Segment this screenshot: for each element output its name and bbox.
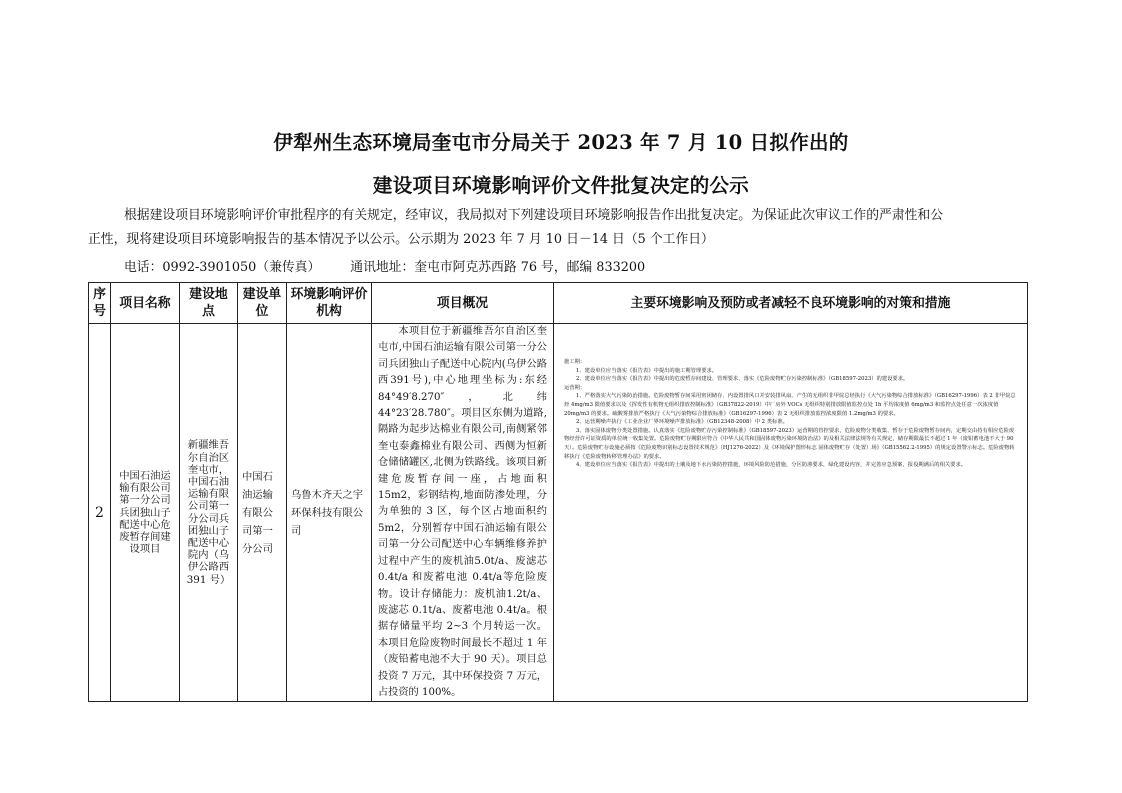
document-title-line1: 伊犁州生态环境局奎屯市分局关于 2023 年 7 月 10 日拟作出的 bbox=[273, 131, 849, 154]
contact-phone: 电话：0992-3901050（兼传真） bbox=[124, 260, 321, 275]
cell-no: 2 bbox=[89, 324, 111, 702]
cell-location: 新疆维吾尔自治区奎屯市，中国石油运输有限公司第一分公司兵团独山子配送中心院内（乌伊公路西391 号） bbox=[180, 324, 238, 702]
header-no: 序号 bbox=[89, 283, 111, 324]
cell-unit: 中国石油运输有限公司第一分公司 bbox=[238, 324, 287, 702]
document-title-line2: 建设项目环境影响评价文件批复决定的公示 bbox=[372, 174, 750, 197]
header-unit: 建设单位 bbox=[238, 283, 287, 324]
intro-paragraph-line1: 根据建设项目环境影响评价审批程序的有关规定，经审议，我局拟对下列建设项目环境影响报告作出批复决定。为保证此次审议工作的严肃性和公 bbox=[124, 208, 943, 223]
contact-address: 通讯地址：奎屯市阿克苏西路 76 号，邮编 833200 bbox=[350, 260, 646, 275]
cell-measures bbox=[554, 324, 1028, 702]
measures-line: 3、落实固体废物分类处置措施。认真落实《危险废物贮存污染控制标准》（GB18597-2023）运营期的管控要求，危险废物分类收集、暂存于危险废物暂存间内，定期交由持有相应危险废物经营许可证资质的单位统一收集处置。危险废物贮存期限应符合《中华人民共和国固体废物污染环境防治法》的及相关法律法规等有关规定，储存期限最长不超过 1 年（废铅蓄电池不大于 90 天）。危险废物贮存设施必须按《危险废物识别标志设置技术规范》（HJ1276-2022）及《环境保护图形标志 固体废物贮存（处置）场》（GB15562.2-1995）的规定设置警示标志。危险废物转移执行《危险废物转移管理办法》的要求。 bbox=[564, 427, 1015, 460]
project-table bbox=[88, 282, 1028, 702]
table-header-row bbox=[89, 283, 1028, 324]
header-name: 项目名称 bbox=[111, 283, 180, 324]
measures-line: 2、运营期噪声执行《工业企业厂界环境噪声排放标准》（GB12348-2008）中 2 类标准。 bbox=[576, 419, 788, 426]
overview-text: 本项目位于新疆维吾尔自治区奎屯市,中国石油运输有限公司第一分公司兵团独山子配送中心院内(乌伊公路西391号),中心地理坐标为:东经 84°49′8.270″，北纬 44°23′28.780″。项目区东侧为道路,隔路为起步达棉业有限公司,南侧紧邻奎屯泰鑫棉业有限公司、西侧为恒新仓储储罐区,北侧为铁路线。该项目新建危废暂存间一座，占地面积 15m2，彩钢结构,地面防渗处理，分为单独的 3 区，每个区占地面积约 5m2，分别暂存中国石油运输有限公司第一分公司配送中心车辆维修养护过程中产生的废机油5.0t/a、废滤芯 0.4t/a 和废蓄电池 0.4t/a等危险废物。设计存储能力：废机油1.2t/a、废滤芯 0.1t/a、废蓄电池 0.4t/a。根据存储量平均 2~3 个月转运一次。本项目危险废物时间最长不超过 1 年（废铅蓄电池不大于 90 天）。项目总投资 7 万元，其中环保投资 7 万元，占投资的 100%。 bbox=[378, 326, 547, 698]
header-eia-org: 环境影响评价机构 bbox=[287, 283, 372, 324]
contact-info bbox=[124, 256, 645, 275]
header-location: 建设地点 bbox=[180, 283, 238, 324]
measures-line: 1、建设单位应当落实《报告表》中提出的施工期管理要求。 bbox=[576, 367, 718, 374]
cell-overview bbox=[372, 324, 554, 702]
measures-text bbox=[564, 324, 1019, 470]
header-measures: 主要环境影响及预防或者减轻不良环境影响的对策和措施 bbox=[554, 283, 1028, 324]
measures-line: 施工期： bbox=[564, 359, 586, 365]
measures-line: 4、建设单位应当落实《报告表》中提出的土壤及地下水污染防控措施，环境风险防范措施，分区防渗要求，绿化建设内容，并完善应急预案，报役期满后的相关要求。 bbox=[576, 462, 967, 469]
cell-eia-org: 乌鲁木齐天之宇环保科技有限公司 bbox=[287, 324, 372, 702]
measures-line: 运营期： bbox=[564, 384, 586, 391]
cell-project-name: 中国石油运输有限公司第一分公司兵团独山子配送中心危废暂存间建设项目 bbox=[111, 324, 180, 702]
measures-line: 2、建设单位应当落实《报告表》中提出的危废暂存间建设、管理要求，落实《危险废物贮存污染控制标准》（GB18597-2023）的建设要求。 bbox=[576, 376, 909, 383]
table-row bbox=[89, 324, 1028, 702]
header-overview: 项目概况 bbox=[372, 283, 554, 324]
intro-paragraph-line2: 正性，现将建设项目环境影响报告的基本情况予以公示。公示期为 2023 年 7 月 10 日－14 日（5 个工作日） bbox=[88, 232, 714, 247]
measures-line: 1、严格落实大气污染防治措施。危险废物暂存间采用密闭储存，内设置排风口并安装排风扇，产生的无组织非甲烷总烃执行《大气污染物综合排放标准》（GB16297-1996）表 2 非甲烷总烃 4mg/m3 限值要求以及《挥发性有机物无组织排放控制标准》（GB37822-2019）中厂房外 VOCs 无组织特别排放限值监控点处 1h 平均浓度值 6mg/m3 和监控点处任意一次浓度值 20mg/m3 的要求。硫酸雾排放严格执行《大气污染物综合排放标准》（GB16297-1996）表 2 无组织排放监控浓度限值 1.2mg/m3 的要求。 bbox=[564, 393, 1016, 417]
